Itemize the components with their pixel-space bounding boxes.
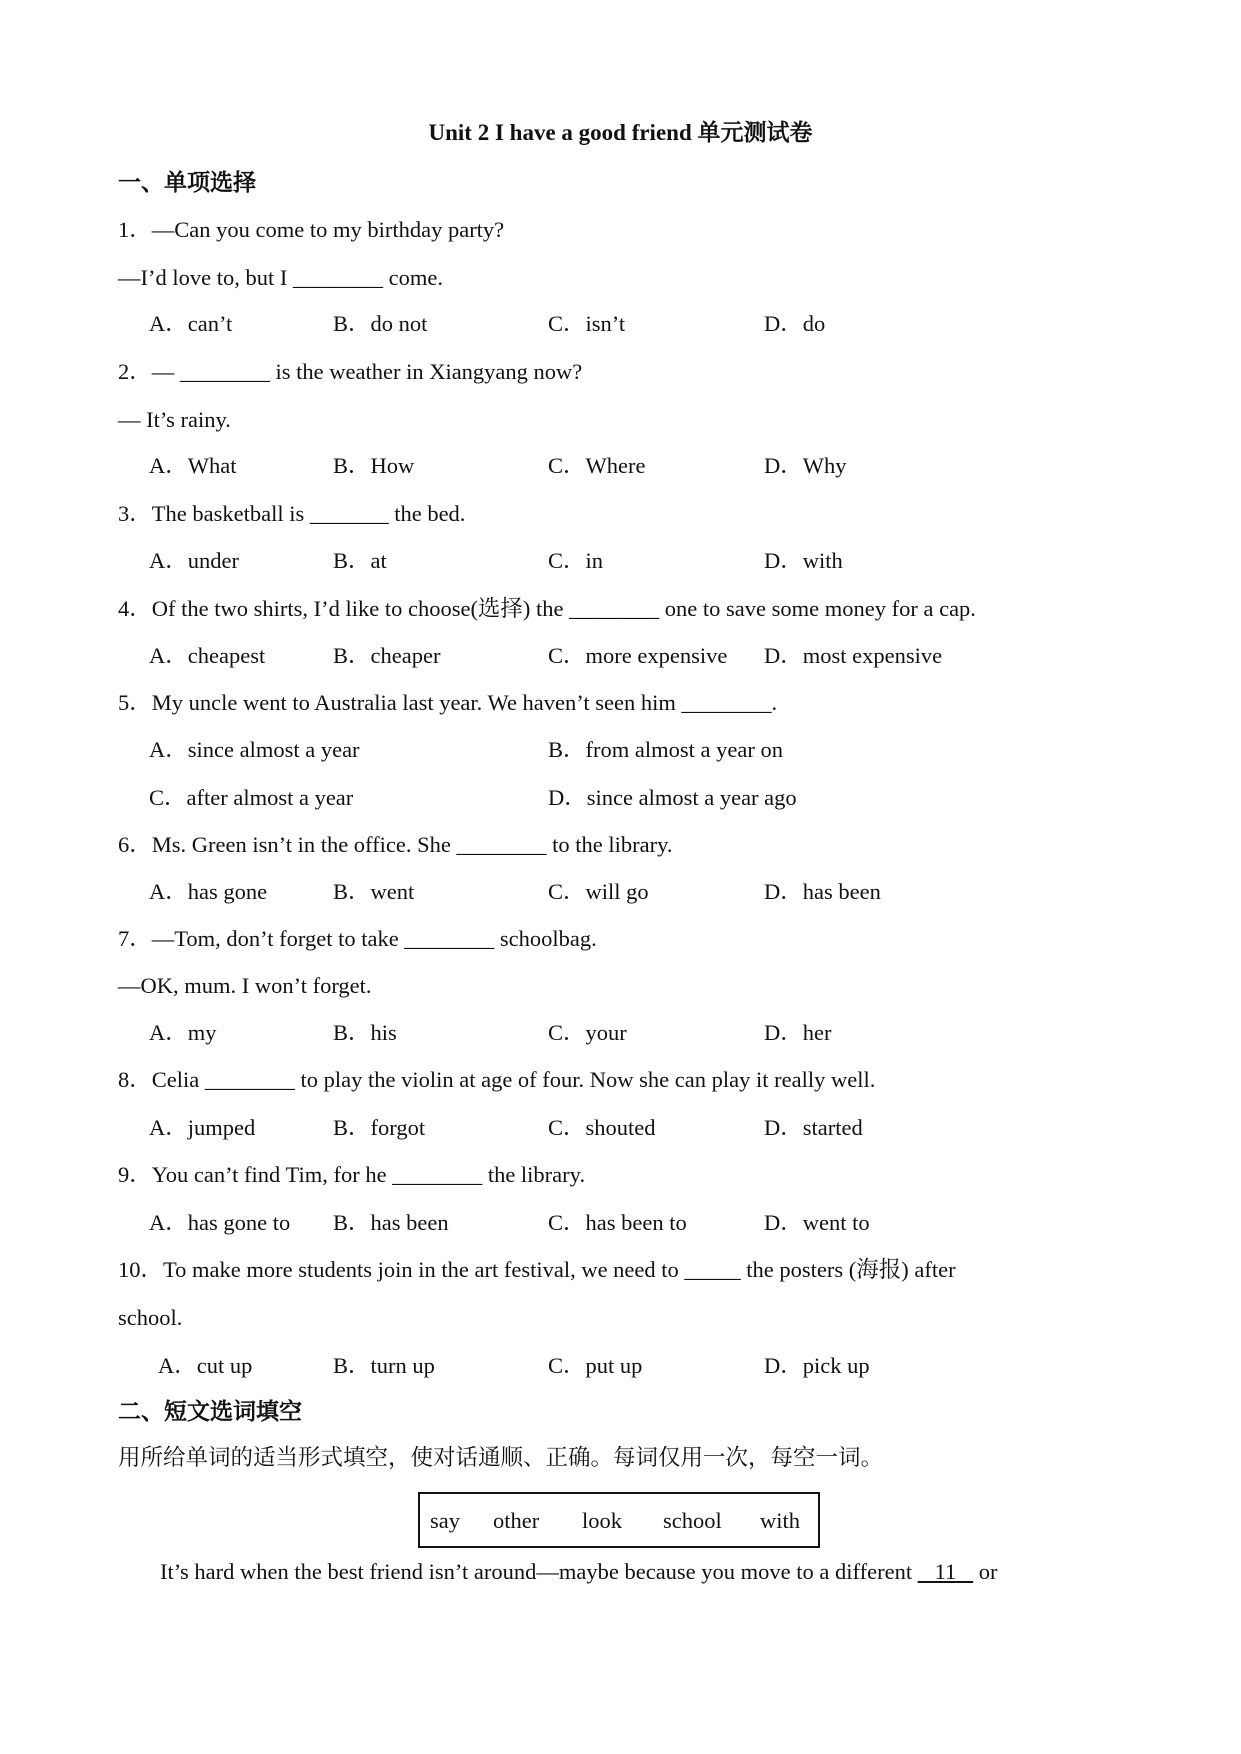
question-10-stem-cont: school. [118,1305,183,1330]
q8-option-b[interactable]: B．forgot [333,1115,426,1140]
q2-option-d[interactable]: D．Why [764,453,847,478]
word-bank-item: look [582,1508,623,1533]
q2-option-b[interactable]: B．How [333,453,415,478]
q8-option-a[interactable]: A．jumped [149,1115,256,1140]
page-title: Unit 2 I have a good friend 单元测试卷 [428,120,813,145]
question-2-stem: 2．— ________ is the weather in Xiangyang now? [118,359,583,384]
passage-text: It’s hard when the best friend isn’t around—maybe because you move to a different [160,1559,918,1584]
q1-option-d[interactable]: D．do [764,311,826,336]
q9-option-d[interactable]: D．went to [764,1210,870,1235]
q9-option-a[interactable]: A．has gone to [149,1210,291,1235]
question-6-stem: 6．Ms. Green isn’t in the office. She ________ to the library. [118,832,673,857]
q4-option-d[interactable]: D．most expensive [764,643,943,668]
q4-option-b[interactable]: B．cheaper [333,643,441,668]
blank-11-number: 11 [934,1559,957,1584]
word-bank-item: say [430,1508,460,1533]
q8-option-d[interactable]: D．started [764,1115,863,1140]
q10-option-c[interactable]: C．put up [548,1353,643,1378]
question-10-stem: 10．To make more students join in the art festival, we need to _____ the posters (海报) after [118,1257,956,1282]
word-bank-item: other [493,1508,540,1533]
question-1-stem: 1．—Can you come to my birthday party? [118,217,505,242]
blank-11[interactable] [918,1559,973,1584]
question-2-reply: — It’s rainy. [118,407,231,432]
section-heading-1: 一、单项选择 [118,170,256,195]
question-1-reply: —I’d love to, but I ________ come. [118,265,443,290]
word-bank-item: school [663,1508,722,1533]
q10-option-d[interactable]: D．pick up [764,1353,870,1378]
q7-option-c[interactable]: C．your [548,1020,627,1045]
passage-text-end: or [973,1559,998,1584]
question-8-stem: 8．Celia ________ to play the violin at age of four. Now she can play it really well. [118,1067,876,1092]
q3-option-a[interactable]: A．under [149,548,239,573]
q5-option-c[interactable]: C．after almost a year [149,785,354,810]
q2-option-a[interactable]: A．What [149,453,237,478]
q7-option-b[interactable]: B．his [333,1020,397,1045]
q4-option-c[interactable]: C．more expensive [548,643,728,668]
q7-option-a[interactable]: A．my [149,1020,217,1045]
q8-option-c[interactable]: C．shouted [548,1115,656,1140]
q1-option-b[interactable]: B．do not [333,311,428,336]
q6-option-d[interactable]: D．has been [764,879,881,904]
passage-line-1 [160,1557,998,1587]
q3-option-b[interactable]: B．at [333,548,387,573]
word-bank-box [418,1492,820,1548]
q1-option-c[interactable]: C．isn’t [548,311,626,336]
q4-option-a[interactable]: A．cheapest [149,643,266,668]
question-7-stem: 7．—Tom, don’t forget to take ________ schoolbag. [118,926,597,951]
q3-option-d[interactable]: D．with [764,548,843,573]
q9-option-b[interactable]: B．has been [333,1210,449,1235]
section-2-instruction: 用所给单词的适当形式填空，使对话通顺、正确。每词仅用一次，每空一词。 [118,1445,884,1470]
q2-option-c[interactable]: C．Where [548,453,646,478]
section-heading-2: 二、短文选词填空 [118,1399,302,1424]
word-bank-item: with [760,1508,801,1533]
q6-option-a[interactable]: A．has gone [149,879,268,904]
q1-option-a[interactable]: A．can’t [149,311,233,336]
q9-option-c[interactable]: C．has been to [548,1210,687,1235]
question-9-stem: 9．You can’t find Tim, for he ________ the library. [118,1162,586,1187]
q7-option-d[interactable]: D．her [764,1020,832,1045]
q6-option-c[interactable]: C．will go [548,879,649,904]
q6-option-b[interactable]: B．went [333,879,415,904]
question-3-stem: 3．The basketball is _______ the bed. [118,501,466,526]
q5-option-b[interactable]: B．from almost a year on [548,737,783,762]
question-4-stem: 4．Of the two shirts, I’d like to choose(选择) the ________ one to save some money for a cap. [118,596,976,621]
q5-option-a[interactable]: A．since almost a year [149,737,360,762]
question-5-stem: 5．My uncle went to Australia last year. We haven’t seen him ________. [118,690,778,715]
question-7-reply: —OK, mum. I won’t forget. [118,973,372,998]
q10-option-a[interactable]: A．cut up [158,1353,253,1378]
q3-option-c[interactable]: C．in [548,548,604,573]
q10-option-b[interactable]: B．turn up [333,1353,435,1378]
q5-option-d[interactable]: D．since almost a year ago [548,785,797,810]
